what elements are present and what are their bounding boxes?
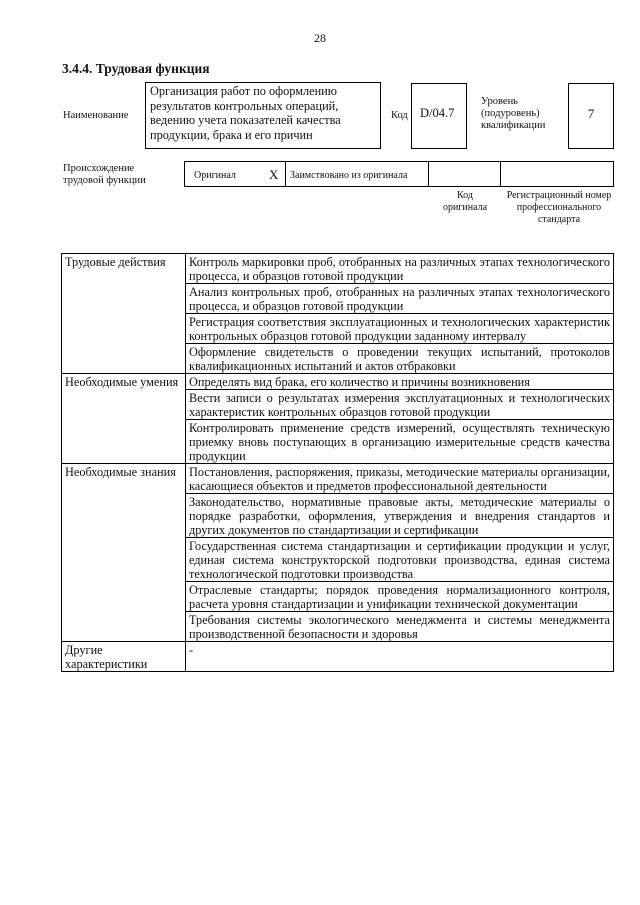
- borrowed-label: Заимствовано из оригинала: [290, 170, 408, 181]
- registration-number-caption: Регистрационный номер профессионального стандарта: [506, 190, 612, 225]
- table-cell: Государственная система стандартизации и сертификации продукции и услуг, единая система конструкторской подготовки производства, единая система технологической подготовки производства: [186, 538, 614, 582]
- code-value: D/04.7: [411, 83, 467, 149]
- table-row: [62, 374, 614, 390]
- divider: [428, 162, 429, 186]
- function-name: Организация работ по оформлению результатов контрольных операций, ведению учета показателей качества продукции, брака и его причин: [145, 82, 381, 149]
- original-mark: X: [269, 167, 279, 182]
- table-cell: Контроль маркировки проб, отобранных на различных этапах технологического процесса, и образцов готовой продукции: [186, 254, 614, 284]
- table-cell: Требования системы экологического менеджмента и системы менеджмента производственной безопасности и здоровья: [186, 612, 614, 642]
- code-label: Код: [391, 110, 408, 121]
- table-cell: Определять вид брака, его количество и причины возникновения: [186, 374, 614, 390]
- table-cell: Вести записи о результатах измерения эксплуатационных и технологических характеристик контрольных образцов готовой продукции: [186, 390, 614, 420]
- table-row: [62, 642, 614, 672]
- original-label: Оригинал: [194, 170, 236, 181]
- table-cell: Отраслевые стандарты; порядок проведения нормализационного контроля, расчета уровня стандартизации и унификации технической документации: [186, 582, 614, 612]
- section-title: 3.4.4. Трудовая функция: [62, 61, 210, 76]
- row-heading: Необходимые знания: [62, 464, 186, 642]
- row-heading: Необходимые умения: [62, 374, 186, 464]
- page-number: 28: [314, 31, 326, 45]
- table-cell: Контролировать применение средств измерений, осуществлять техническую приемку вновь поступающих в организацию измерительные средств качества продукции: [186, 420, 614, 464]
- table-cell: Законодательство, нормативные правовые акты, методические материалы о порядке разработки, оформления, утверждения и внедрения стандартов и других документов по стандартизации и сертификации: [186, 494, 614, 538]
- table-cell: -: [186, 642, 614, 672]
- table-cell: Постановления, распоряжения, приказы, методические материалы организации, касающиеся объектов и предметов профессиональной деятельности: [186, 464, 614, 494]
- original-code-caption: Код оригинала: [442, 190, 488, 213]
- labor-function-table: [61, 253, 614, 672]
- table-cell: Регистрация соответствия эксплуатационных и технологических характеристик контрольных образцов готовой продукции заданному интервалу: [186, 314, 614, 344]
- table-row: [62, 254, 614, 284]
- table-row: [62, 464, 614, 494]
- table-cell: Оформление свидетельств о проведении текущих испытаний, протоколов квалификационных испытаний и актов отбраковки: [186, 344, 614, 374]
- row-heading: Трудовые действия: [62, 254, 186, 374]
- divider: [285, 162, 286, 186]
- level-value: 7: [568, 83, 614, 149]
- divider: [500, 162, 501, 186]
- row-heading: Другие характеристики: [62, 642, 186, 672]
- table-cell: Анализ контрольных проб, отобранных на различных этапах технологического процесса, и образцов готовой продукции: [186, 284, 614, 314]
- level-label: Уровень (подуровень) квалификации: [481, 96, 546, 131]
- name-label: Наименование: [63, 110, 129, 121]
- origin-label: Происхождение трудовой функции: [63, 163, 146, 186]
